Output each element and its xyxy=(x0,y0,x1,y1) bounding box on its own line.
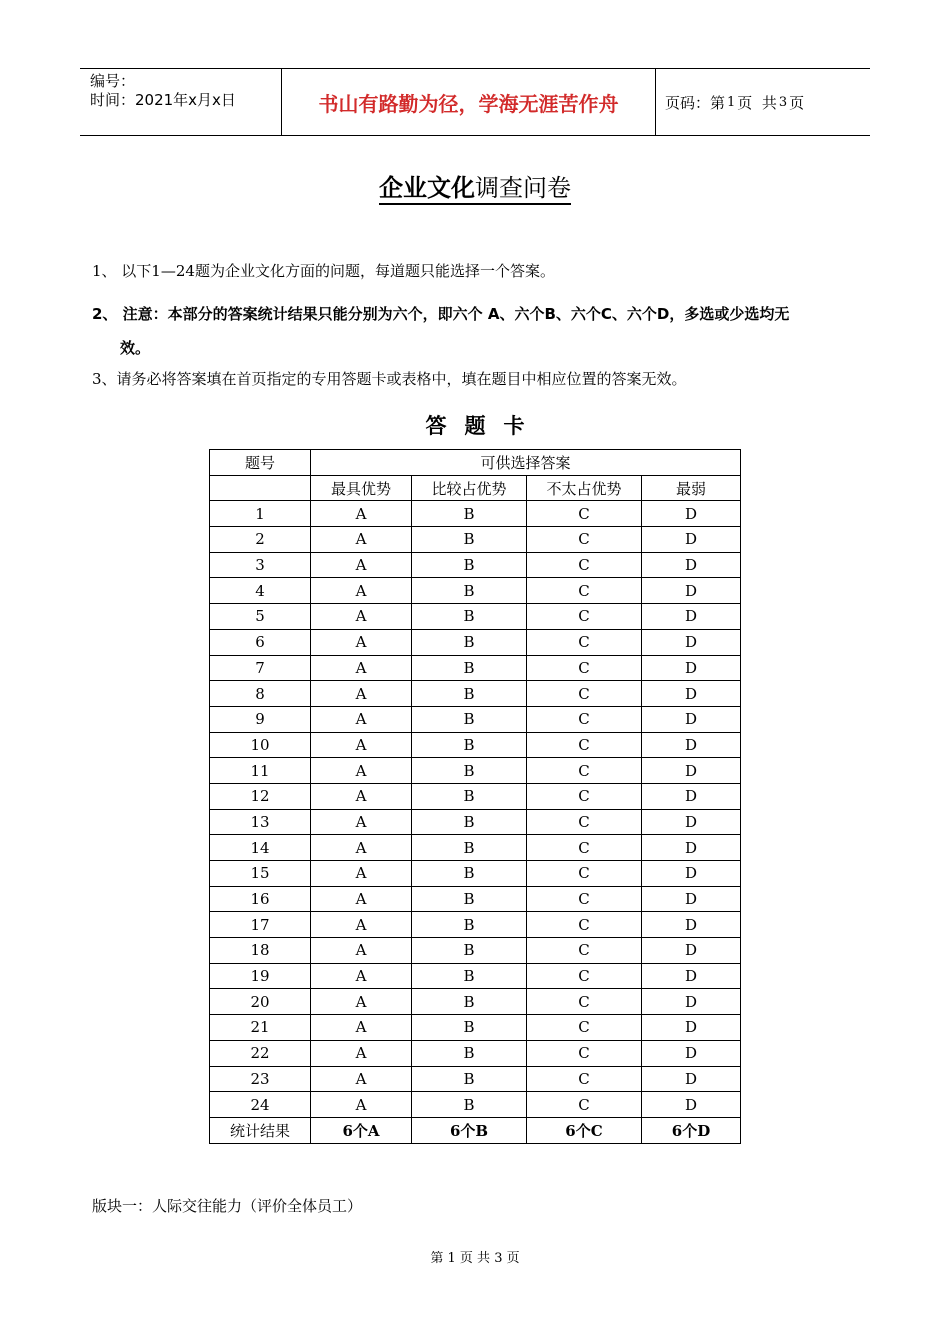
answer-choice-cell: C xyxy=(527,1040,642,1066)
answer-choice-cell: D xyxy=(642,835,741,861)
answer-choice-cell: B xyxy=(412,758,527,784)
answer-choice-cell: A xyxy=(311,835,412,861)
question-number-cell: 4 xyxy=(210,578,311,604)
table-header-row xyxy=(210,450,741,476)
question-number-cell: 1 xyxy=(210,501,311,527)
answer-choice-cell: B xyxy=(412,783,527,809)
question-number-cell: 10 xyxy=(210,732,311,758)
table-row xyxy=(210,681,741,707)
answer-choice-cell: D xyxy=(642,681,741,707)
answer-choice-cell: D xyxy=(642,1015,741,1041)
answer-choice-cell: C xyxy=(527,732,642,758)
answer-choice-cell: D xyxy=(642,758,741,784)
answer-choice-cell: B xyxy=(412,989,527,1015)
title-bold: 企业文化 xyxy=(379,174,475,202)
table-row xyxy=(210,604,741,630)
answer-choice-cell: C xyxy=(527,1092,642,1118)
table-row xyxy=(210,938,741,964)
answer-choice-cell: A xyxy=(311,1015,412,1041)
question-number-cell: 21 xyxy=(210,1015,311,1041)
question-number-cell: 12 xyxy=(210,783,311,809)
page-title xyxy=(0,168,950,203)
question-number-cell: 16 xyxy=(210,886,311,912)
question-number-cell: 18 xyxy=(210,938,311,964)
answer-choice-cell: C xyxy=(527,552,642,578)
answer-choice-cell: C xyxy=(527,989,642,1015)
answer-choice-cell: D xyxy=(642,1092,741,1118)
answer-choice-cell: C xyxy=(527,629,642,655)
answer-choice-cell: A xyxy=(311,861,412,887)
answer-choice-cell: C xyxy=(527,655,642,681)
answer-choice-cell: A xyxy=(311,527,412,553)
table-row xyxy=(210,912,741,938)
page-footer: 第 1 页 共 3 页 xyxy=(430,1251,520,1266)
answer-choice-cell: B xyxy=(412,1040,527,1066)
answer-choice-cell: D xyxy=(642,706,741,732)
summary-cell: 6个B xyxy=(412,1117,527,1143)
question-number-cell: 17 xyxy=(210,912,311,938)
answer-choice-cell: A xyxy=(311,1066,412,1092)
table-row xyxy=(210,861,741,887)
table-row xyxy=(210,552,741,578)
page-prefix: 页码：第 xyxy=(665,93,726,112)
option-header: 最弱 xyxy=(642,475,741,501)
answer-choice-cell: A xyxy=(311,552,412,578)
answer-choice-cell: C xyxy=(527,527,642,553)
answer-choice-cell: D xyxy=(642,989,741,1015)
answer-choice-cell: D xyxy=(642,938,741,964)
table-row xyxy=(210,989,741,1015)
empty-cell xyxy=(210,475,311,501)
instruction-2-line1: 2、 注意：本部分的答案统计结果只能分别为六个，即六个 A、六个B、六个C、六个D，多选或少选均无 xyxy=(92,305,790,323)
table-row xyxy=(210,527,741,553)
page-header xyxy=(80,68,870,136)
answer-card-table xyxy=(209,449,741,1144)
answer-choice-cell: A xyxy=(311,758,412,784)
answer-choice-cell: B xyxy=(412,655,527,681)
answer-choice-cell: A xyxy=(311,989,412,1015)
answer-choice-cell: B xyxy=(412,886,527,912)
table-row xyxy=(210,886,741,912)
question-number-cell: 24 xyxy=(210,1092,311,1118)
table-row xyxy=(210,783,741,809)
answer-choice-cell: B xyxy=(412,578,527,604)
answer-choice-cell: C xyxy=(527,912,642,938)
answer-choice-cell: B xyxy=(412,835,527,861)
col-question-header: 题号 xyxy=(210,450,311,476)
answer-choice-cell: D xyxy=(642,501,741,527)
answer-choice-cell: D xyxy=(642,886,741,912)
answer-choice-cell: B xyxy=(412,527,527,553)
summary-cell: 6个C xyxy=(527,1117,642,1143)
answer-choice-cell: C xyxy=(527,861,642,887)
table-row xyxy=(210,655,741,681)
answer-choice-cell: D xyxy=(642,1040,741,1066)
answer-choice-cell: A xyxy=(311,681,412,707)
answer-choice-cell: B xyxy=(412,706,527,732)
answer-choice-cell: C xyxy=(527,886,642,912)
header-page-info xyxy=(656,69,870,135)
answer-choice-cell: A xyxy=(311,655,412,681)
table-row xyxy=(210,809,741,835)
answer-choice-cell: B xyxy=(412,732,527,758)
answer-choice-cell: B xyxy=(412,604,527,630)
question-number-cell: 14 xyxy=(210,835,311,861)
summary-cell: 6个A xyxy=(311,1117,412,1143)
question-number-cell: 13 xyxy=(210,809,311,835)
answer-choice-cell: D xyxy=(642,963,741,989)
serial-label: 编号： xyxy=(90,72,136,90)
option-header: 不太占优势 xyxy=(527,475,642,501)
answer-choice-cell: C xyxy=(527,1015,642,1041)
table-subheader-row xyxy=(210,475,741,501)
answer-choice-cell: A xyxy=(311,1092,412,1118)
answer-choice-cell: C xyxy=(527,604,642,630)
answer-choice-cell: A xyxy=(311,604,412,630)
answer-choice-cell: C xyxy=(527,758,642,784)
summary-row xyxy=(210,1117,741,1143)
answer-choice-cell: B xyxy=(412,501,527,527)
table-row xyxy=(210,732,741,758)
answer-choice-cell: A xyxy=(311,783,412,809)
question-number-cell: 6 xyxy=(210,629,311,655)
answer-choice-cell: A xyxy=(311,578,412,604)
table-row xyxy=(210,835,741,861)
answer-choice-cell: D xyxy=(642,861,741,887)
table-row xyxy=(210,758,741,784)
section-heading: 版块一：人际交往能力（评价全体员工） xyxy=(92,1197,363,1215)
answer-choice-cell: D xyxy=(642,912,741,938)
table-row xyxy=(210,1015,741,1041)
question-number-cell: 11 xyxy=(210,758,311,784)
answer-choice-cell: A xyxy=(311,938,412,964)
question-number-cell: 2 xyxy=(210,527,311,553)
answer-choice-cell: A xyxy=(311,912,412,938)
answer-choice-cell: B xyxy=(412,809,527,835)
page-total: 3 xyxy=(778,94,788,110)
answer-choice-cell: B xyxy=(412,1066,527,1092)
answer-card-title: 答题卡 xyxy=(425,414,543,438)
page-mid: 页 共 xyxy=(737,93,777,112)
page-number: 1 xyxy=(727,94,736,110)
answer-choice-cell: B xyxy=(412,629,527,655)
question-number-cell: 8 xyxy=(210,681,311,707)
answer-choice-cell: D xyxy=(642,732,741,758)
header-motto: 书山有路勤为径，学海无涯苦作舟 xyxy=(282,69,656,135)
question-number-cell: 15 xyxy=(210,861,311,887)
answer-choice-cell: C xyxy=(527,681,642,707)
instruction-1: 1、 以下1—24题为企业文化方面的问题，每道题只能选择一个答案。 xyxy=(92,262,555,280)
question-number-cell: 7 xyxy=(210,655,311,681)
answer-choice-cell: A xyxy=(311,629,412,655)
option-header: 最具优势 xyxy=(311,475,412,501)
answer-choice-cell: D xyxy=(642,783,741,809)
answer-choice-cell: A xyxy=(311,501,412,527)
title-normal: 调查问卷 xyxy=(475,174,571,202)
answer-choice-cell: B xyxy=(412,552,527,578)
answer-choice-cell: B xyxy=(412,861,527,887)
answer-choice-cell: C xyxy=(527,501,642,527)
table-row xyxy=(210,706,741,732)
answer-choice-cell: B xyxy=(412,681,527,707)
option-header: 比较占优势 xyxy=(412,475,527,501)
table-row xyxy=(210,1040,741,1066)
answer-choice-cell: C xyxy=(527,1066,642,1092)
table-row xyxy=(210,1092,741,1118)
answer-choice-cell: C xyxy=(527,783,642,809)
instruction-2 xyxy=(92,297,872,365)
answer-choice-cell: D xyxy=(642,655,741,681)
answer-choice-cell: A xyxy=(311,732,412,758)
table-row xyxy=(210,501,741,527)
answer-choice-cell: D xyxy=(642,552,741,578)
answer-choice-cell: D xyxy=(642,527,741,553)
answer-choice-cell: C xyxy=(527,809,642,835)
summary-cell: 6个D xyxy=(642,1117,741,1143)
page-suffix: 页 xyxy=(789,93,805,112)
answer-choice-cell: B xyxy=(412,1015,527,1041)
question-number-cell: 23 xyxy=(210,1066,311,1092)
answer-choice-cell: D xyxy=(642,1066,741,1092)
question-number-cell: 22 xyxy=(210,1040,311,1066)
answer-choice-cell: A xyxy=(311,706,412,732)
answer-choice-cell: D xyxy=(642,578,741,604)
table-row xyxy=(210,629,741,655)
instruction-2-line2: 效。 xyxy=(120,339,151,357)
answer-choice-cell: B xyxy=(412,1092,527,1118)
answer-choice-cell: C xyxy=(527,706,642,732)
answer-choice-cell: B xyxy=(412,963,527,989)
question-number-cell: 5 xyxy=(210,604,311,630)
header-meta xyxy=(80,69,282,135)
question-number-cell: 19 xyxy=(210,963,311,989)
answer-choice-cell: C xyxy=(527,963,642,989)
answer-choice-cell: B xyxy=(412,938,527,964)
col-options-header: 可供选择答案 xyxy=(311,450,741,476)
answer-choice-cell: D xyxy=(642,809,741,835)
table-row xyxy=(210,578,741,604)
date-label: 时间：2021年x月x日 xyxy=(90,91,236,109)
question-number-cell: 3 xyxy=(210,552,311,578)
answer-choice-cell: D xyxy=(642,604,741,630)
instruction-3: 3、请务必将答案填在首页指定的专用答题卡或表格中，填在题目中相应位置的答案无效。 xyxy=(92,370,687,388)
table-row xyxy=(210,1066,741,1092)
answer-choice-cell: A xyxy=(311,809,412,835)
answer-choice-cell: A xyxy=(311,963,412,989)
question-number-cell: 9 xyxy=(210,706,311,732)
table-row xyxy=(210,963,741,989)
summary-label: 统计结果 xyxy=(210,1117,311,1143)
answer-choice-cell: A xyxy=(311,1040,412,1066)
answer-choice-cell: A xyxy=(311,886,412,912)
answer-choice-cell: C xyxy=(527,578,642,604)
answer-choice-cell: D xyxy=(642,629,741,655)
question-number-cell: 20 xyxy=(210,989,311,1015)
answer-choice-cell: C xyxy=(527,938,642,964)
answer-choice-cell: C xyxy=(527,835,642,861)
answer-choice-cell: B xyxy=(412,912,527,938)
